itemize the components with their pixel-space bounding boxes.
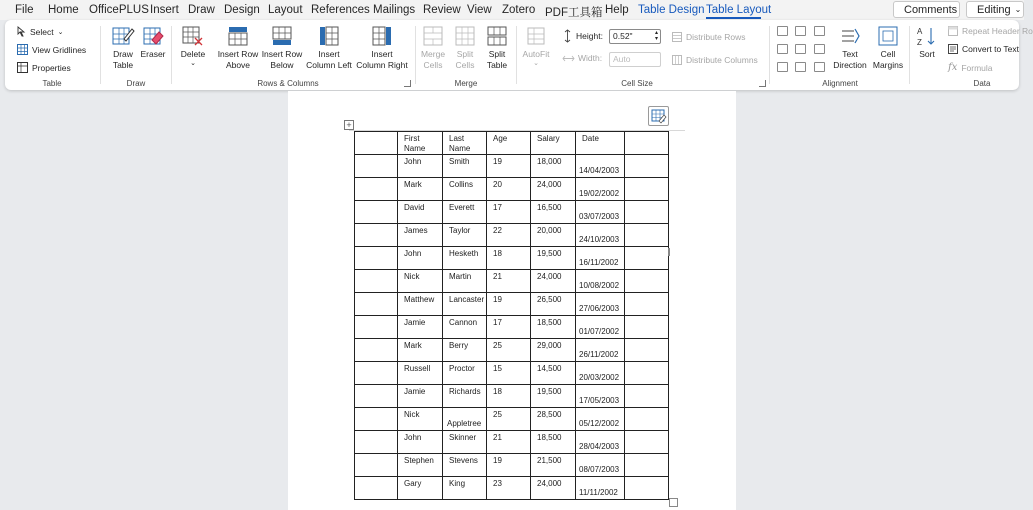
- date-value: 26/11/2002: [579, 350, 619, 359]
- chevron-down-icon: ⌄: [190, 60, 196, 67]
- salary-cell[interactable]: 24,000: [531, 477, 576, 500]
- first-name-cell[interactable]: Jamie: [398, 316, 443, 339]
- date-cell[interactable]: [576, 224, 625, 247]
- insert-row-below-icon: [271, 25, 293, 47]
- last-name-cell[interactable]: Everett: [443, 201, 487, 224]
- formula-icon: fx: [948, 62, 958, 73]
- data-group: [910, 20, 1033, 90]
- date-cell[interactable]: [576, 477, 625, 500]
- svg-text:Z: Z: [917, 38, 922, 47]
- insert-column-right-label-1: Insert: [371, 49, 393, 59]
- table-cell[interactable]: [625, 155, 669, 178]
- date-value: 11/11/2002: [579, 488, 618, 497]
- header-age[interactable]: Age: [487, 132, 531, 155]
- distribute-rows-button[interactable]: [672, 32, 746, 42]
- first-name-cell[interactable]: Russell: [398, 362, 443, 385]
- salary-cell[interactable]: 26,500: [531, 293, 576, 316]
- table-layout-options-button[interactable]: [648, 106, 669, 126]
- date-cell[interactable]: [576, 385, 625, 408]
- table-row: [355, 339, 669, 362]
- salary-cell[interactable]: 24,000: [531, 178, 576, 201]
- last-name-cell[interactable]: Berry: [443, 339, 487, 362]
- view-gridlines-button[interactable]: [17, 44, 86, 55]
- table-cell[interactable]: [355, 132, 398, 155]
- draw-group: [101, 20, 171, 90]
- table-row: [355, 477, 669, 500]
- salary-cell[interactable]: 19,500: [531, 247, 576, 270]
- draw-table-button[interactable]: [107, 25, 139, 71]
- insert-column-left-button[interactable]: [304, 25, 354, 71]
- first-name-cell[interactable]: Nick: [398, 270, 443, 293]
- last-name-cell[interactable]: Lancaster: [443, 293, 487, 316]
- menu-insert[interactable]: Insert: [150, 4, 179, 16]
- split-table-label-2: Table: [486, 60, 508, 70]
- first-name-cell[interactable]: John: [398, 155, 443, 178]
- menu-references[interactable]: References: [311, 4, 370, 16]
- rows-columns-launcher-icon[interactable]: [404, 80, 411, 87]
- insert-row-below-button[interactable]: [260, 25, 304, 71]
- rows-columns-group: [172, 20, 415, 90]
- select-label: Select: [30, 26, 54, 37]
- menu-layout[interactable]: Layout: [268, 4, 303, 16]
- table-cell[interactable]: [355, 247, 398, 270]
- cell-size-group-label: Cell Size: [621, 79, 653, 88]
- table-cell[interactable]: [355, 201, 398, 224]
- first-name-cell[interactable]: Mark: [398, 178, 443, 201]
- first-name-cell[interactable]: Gary: [398, 477, 443, 500]
- align-top-center-button[interactable]: [795, 26, 806, 36]
- date-value: 16/11/2002: [579, 258, 619, 267]
- cell-size-launcher-icon[interactable]: [759, 80, 766, 87]
- date-value: 05/12/2002: [579, 419, 620, 428]
- age-cell[interactable]: 21: [487, 270, 531, 293]
- table-row: [355, 431, 669, 454]
- first-name-cell[interactable]: Nick: [398, 408, 443, 431]
- date-cell[interactable]: [576, 408, 625, 431]
- table-cell[interactable]: [355, 293, 398, 316]
- table-cell[interactable]: [355, 362, 398, 385]
- autofit-button[interactable]: [519, 25, 553, 67]
- first-name-cell[interactable]: Stephen: [398, 454, 443, 477]
- merge-cells-label-2: Cells: [423, 60, 443, 70]
- table-resize-handle-icon[interactable]: [669, 498, 678, 507]
- cell-margins-label-2: Margins: [872, 60, 904, 70]
- align-center-left-button[interactable]: [777, 44, 788, 54]
- table-row: [355, 316, 669, 339]
- sort-button[interactable]: [914, 25, 940, 60]
- cell-margins-button[interactable]: [870, 25, 906, 71]
- table-cell[interactable]: [625, 408, 669, 431]
- date-cell[interactable]: [576, 178, 625, 201]
- insert-column-left-label-1: Insert: [318, 49, 340, 59]
- eraser-button[interactable]: [139, 25, 167, 60]
- table-cell[interactable]: [625, 316, 669, 339]
- age-cell[interactable]: 20: [487, 178, 531, 201]
- table-row: [355, 201, 669, 224]
- menu-table-layout[interactable]: Table Layout: [706, 4, 772, 16]
- sort-icon: [916, 25, 938, 47]
- last-name-cell[interactable]: Hesketh: [443, 247, 487, 270]
- date-cell[interactable]: [576, 454, 625, 477]
- salary-cell[interactable]: 14,500: [531, 362, 576, 385]
- salary-cell[interactable]: 24,000: [531, 270, 576, 293]
- text-direction-icon: [839, 25, 861, 47]
- width-label: Width:: [578, 53, 603, 63]
- width-value: Auto: [613, 54, 631, 64]
- table-row: [355, 293, 669, 316]
- properties-button[interactable]: [17, 62, 71, 73]
- salary-cell[interactable]: 20,000: [531, 224, 576, 247]
- age-cell[interactable]: 15: [487, 362, 531, 385]
- editing-button[interactable]: [966, 1, 1024, 18]
- alignment-group: [770, 20, 909, 90]
- menu-table-design[interactable]: Table Design: [638, 4, 705, 16]
- align-top-right-button[interactable]: [814, 26, 825, 36]
- width-control: [563, 53, 602, 63]
- merge-cells-label-1: Merge: [420, 49, 446, 59]
- table-cell[interactable]: [355, 224, 398, 247]
- table-cell[interactable]: [355, 477, 398, 500]
- table-cell[interactable]: [625, 362, 669, 385]
- repeat-header-label: Repeat Header Ro: [962, 26, 1033, 36]
- document-table[interactable]: [354, 131, 669, 500]
- insert-column-right-icon: [371, 25, 393, 47]
- date-value: 14/04/2003: [579, 166, 620, 175]
- date-value: 28/04/2003: [579, 442, 620, 451]
- distribute-columns-button[interactable]: [672, 55, 758, 65]
- date-value: 10/08/2002: [579, 281, 620, 290]
- age-cell[interactable]: 17: [487, 316, 531, 339]
- first-name-cell[interactable]: Matthew: [398, 293, 443, 316]
- select-button[interactable]: [17, 26, 64, 37]
- merge-cells-button[interactable]: [418, 25, 448, 71]
- insert-row-above-label-1: Insert Row: [217, 49, 259, 59]
- table-cell[interactable]: [625, 201, 669, 224]
- rows-columns-group-label: Rows & Columns: [257, 79, 319, 88]
- table-cell[interactable]: [625, 293, 669, 316]
- menu-view[interactable]: View: [467, 4, 492, 16]
- alignment-group-label: Alignment: [822, 79, 858, 88]
- age-cell[interactable]: 19: [487, 155, 531, 178]
- date-value: 27/06/2003: [579, 304, 620, 313]
- insert-row-below-label-2: Below: [270, 60, 294, 70]
- table-cell[interactable]: [625, 454, 669, 477]
- split-cells-label-1: Split: [456, 49, 474, 59]
- first-name-cell[interactable]: James: [398, 224, 443, 247]
- date-value: 17/05/2003: [579, 396, 620, 405]
- eraser-icon: [142, 25, 164, 47]
- last-name-cell[interactable]: Cannon: [443, 316, 487, 339]
- age-cell[interactable]: 19: [487, 293, 531, 316]
- date-value: 01/07/2002: [579, 327, 620, 336]
- table-cell[interactable]: [625, 178, 669, 201]
- menu-zotero[interactable]: Zotero: [502, 4, 536, 16]
- first-name-cell[interactable]: David: [398, 201, 443, 224]
- split-cells-icon: [454, 25, 476, 47]
- salary-cell[interactable]: 16,500: [531, 201, 576, 224]
- table-cell[interactable]: [625, 132, 669, 155]
- svg-text:A: A: [917, 27, 923, 36]
- date-cell[interactable]: [576, 201, 625, 224]
- salary-cell[interactable]: 19,500: [531, 385, 576, 408]
- date-value: 20/03/2002: [579, 373, 620, 382]
- chevron-down-icon: ⌄: [1014, 5, 1022, 14]
- width-input[interactable]: [609, 52, 661, 67]
- first-name-cell[interactable]: John: [398, 247, 443, 270]
- last-name-cell[interactable]: Stevens: [443, 454, 487, 477]
- distribute-columns-icon: [672, 55, 682, 65]
- delete-button[interactable]: [176, 25, 210, 67]
- cursor-icon: [17, 26, 26, 37]
- autofit-icon: [525, 25, 547, 47]
- chevron-down-icon: ⌄: [57, 28, 64, 36]
- cell-size-group: [517, 20, 769, 90]
- age-cell[interactable]: 23: [487, 477, 531, 500]
- editing-label: Editing: [977, 3, 1011, 16]
- insert-row-below-label-1: Insert Row: [261, 49, 303, 59]
- salary-cell[interactable]: 29,000: [531, 339, 576, 362]
- date-cell[interactable]: [576, 316, 625, 339]
- row-height-icon: [563, 30, 572, 42]
- draw-table-icon: [112, 25, 134, 47]
- menu-bar: [0, 0, 1024, 20]
- last-name-cell[interactable]: Skinner: [443, 431, 487, 454]
- draw-table-label-2: Table: [112, 60, 134, 70]
- align-center-button[interactable]: [795, 44, 806, 54]
- table-cell[interactable]: [355, 431, 398, 454]
- table-group: [5, 20, 100, 90]
- date-value: 24/10/2003: [579, 235, 620, 244]
- menu-review[interactable]: Review: [423, 4, 461, 16]
- row-end-marker: [668, 248, 670, 256]
- first-name-cell[interactable]: Mark: [398, 339, 443, 362]
- age-cell[interactable]: 19: [487, 454, 531, 477]
- date-cell[interactable]: [576, 155, 625, 178]
- eraser-label: Eraser: [140, 49, 166, 59]
- table-move-handle-icon[interactable]: +: [344, 120, 354, 130]
- menu-help[interactable]: Help: [605, 4, 629, 16]
- date-cell[interactable]: [576, 270, 625, 293]
- table-cell[interactable]: [355, 454, 398, 477]
- chevron-down-icon: ⌄: [533, 60, 539, 67]
- delete-label: Delete: [180, 49, 206, 59]
- date-cell[interactable]: [576, 339, 625, 362]
- salary-cell[interactable]: 28,500: [531, 408, 576, 431]
- table-cell[interactable]: [625, 477, 669, 500]
- table-cell[interactable]: [355, 339, 398, 362]
- table-row: [355, 155, 669, 178]
- table-row: [355, 408, 669, 431]
- table-cell[interactable]: [355, 385, 398, 408]
- age-cell[interactable]: 25: [487, 408, 531, 431]
- height-value: 0.52": [613, 31, 633, 41]
- table-row: [355, 270, 669, 293]
- table-row: [355, 247, 669, 270]
- table-cell[interactable]: [355, 178, 398, 201]
- age-cell[interactable]: 22: [487, 224, 531, 247]
- autofit-label: AutoFit: [522, 49, 550, 59]
- age-cell[interactable]: 18: [487, 247, 531, 270]
- last-name-cell[interactable]: King: [443, 477, 487, 500]
- view-gridlines-label: View Gridlines: [32, 44, 87, 55]
- height-control: [563, 30, 603, 42]
- text-direction-button[interactable]: [832, 25, 868, 71]
- formula-label: Formula: [961, 62, 993, 73]
- text-direction-label-2: Direction: [833, 60, 867, 70]
- convert-to-text-icon: [948, 44, 958, 54]
- align-bottom-left-button[interactable]: [777, 62, 788, 72]
- distribute-rows-label: Distribute Rows: [686, 32, 746, 42]
- align-bottom-center-button[interactable]: [795, 62, 806, 72]
- table-row: [355, 454, 669, 477]
- salary-cell[interactable]: 18,500: [531, 316, 576, 339]
- table-cell[interactable]: [355, 408, 398, 431]
- align-center-right-button[interactable]: [814, 44, 825, 54]
- last-name-cell[interactable]: Taylor: [443, 224, 487, 247]
- table-cell[interactable]: [355, 316, 398, 339]
- table-cell[interactable]: [355, 155, 398, 178]
- height-input[interactable]: [609, 29, 661, 44]
- align-bottom-right-button[interactable]: [814, 62, 825, 72]
- table-cell[interactable]: [355, 270, 398, 293]
- active-tab-indicator: [706, 17, 761, 19]
- align-top-left-button[interactable]: [777, 26, 788, 36]
- last-name-cell[interactable]: Collins: [443, 178, 487, 201]
- split-cells-button[interactable]: [450, 25, 480, 71]
- table-cell[interactable]: [625, 339, 669, 362]
- cell-margins-icon: [877, 25, 899, 47]
- age-cell[interactable]: 17: [487, 201, 531, 224]
- table-row: [355, 362, 669, 385]
- date-value: 03/07/2003: [579, 212, 620, 221]
- draw-group-label: Draw: [126, 79, 146, 88]
- table-options-icon: [649, 107, 668, 125]
- last-name-cell[interactable]: Smith: [443, 155, 487, 178]
- date-cell[interactable]: [576, 431, 625, 454]
- header-last-name[interactable]: Last Name: [443, 132, 487, 155]
- ribbon: [5, 20, 1033, 90]
- table-cell[interactable]: [625, 224, 669, 247]
- table-properties-icon: [17, 62, 28, 73]
- insert-column-left-label-2: Column Left: [306, 60, 352, 70]
- menu-design[interactable]: Design: [224, 4, 260, 16]
- date-value: 19/02/2002: [579, 189, 620, 198]
- data-group-label: Data: [973, 79, 991, 88]
- last-name-cell[interactable]: [443, 408, 487, 431]
- table-row: [355, 385, 669, 408]
- salary-cell[interactable]: 21,500: [531, 454, 576, 477]
- convert-to-text-button[interactable]: [948, 44, 1019, 54]
- salary-cell[interactable]: 18,000: [531, 155, 576, 178]
- distribute-rows-icon: [672, 32, 682, 42]
- first-name-cell[interactable]: John: [398, 431, 443, 454]
- menu-file[interactable]: File: [15, 4, 34, 16]
- insert-row-above-label-2: Above: [225, 60, 251, 70]
- insert-column-right-label-2: Column Right: [356, 60, 408, 70]
- header-first-name[interactable]: First Name: [398, 132, 443, 155]
- merge-group: [416, 20, 516, 90]
- repeat-header-rows-button[interactable]: [948, 26, 1033, 36]
- date-cell[interactable]: [576, 247, 625, 270]
- date-cell[interactable]: [576, 362, 625, 385]
- distribute-columns-label: Distribute Columns: [686, 55, 758, 65]
- sort-label: Sort: [919, 49, 935, 59]
- table-cell[interactable]: [625, 385, 669, 408]
- cell-margins-label-1: Cell: [880, 49, 896, 59]
- repeat-header-icon: [948, 26, 958, 36]
- menu-home[interactable]: Home: [48, 4, 79, 16]
- age-cell[interactable]: 25: [487, 339, 531, 362]
- last-name-value: Appletree: [447, 419, 482, 428]
- menu-pdf-tools[interactable]: PDF工具箱: [545, 7, 603, 19]
- salary-cell[interactable]: 18,500: [531, 431, 576, 454]
- gridlines-icon: [17, 44, 28, 55]
- comments-label: Comments: [904, 3, 958, 16]
- table-cell[interactable]: [625, 431, 669, 454]
- insert-column-left-icon: [318, 25, 340, 47]
- formula-button[interactable]: [948, 62, 993, 73]
- header-date[interactable]: Date: [576, 132, 625, 155]
- header-salary[interactable]: Salary: [531, 132, 576, 155]
- split-table-button[interactable]: [482, 25, 512, 71]
- insert-row-above-icon: [227, 25, 249, 47]
- menu-officeplus[interactable]: OfficePLUS: [89, 4, 149, 16]
- convert-to-text-label: Convert to Text: [962, 44, 1020, 54]
- delete-table-icon: [182, 25, 204, 47]
- last-name-cell[interactable]: Proctor: [443, 362, 487, 385]
- date-cell[interactable]: [576, 293, 625, 316]
- age-cell[interactable]: 21: [487, 431, 531, 454]
- age-cell[interactable]: 18: [487, 385, 531, 408]
- height-label: Height:: [576, 31, 603, 41]
- draw-table-label-1: Draw: [113, 49, 133, 59]
- split-cells-label-2: Cells: [455, 60, 475, 70]
- table-group-label: Table: [42, 79, 62, 88]
- properties-label: Properties: [32, 62, 71, 73]
- spinner-icon[interactable]: ▴ ▾: [654, 30, 658, 42]
- first-name-cell[interactable]: Jamie: [398, 385, 443, 408]
- menu-mailings[interactable]: Mailings: [373, 4, 416, 16]
- merge-group-label: Merge: [454, 79, 478, 88]
- date-value: 08/07/2003: [579, 465, 620, 474]
- table-row: [355, 178, 669, 201]
- comments-button[interactable]: [893, 1, 960, 18]
- table-header-row: [355, 132, 669, 155]
- split-table-icon: [486, 25, 508, 47]
- column-width-icon: [563, 54, 574, 63]
- insert-row-above-button[interactable]: [216, 25, 260, 71]
- last-name-cell[interactable]: Richards: [443, 385, 487, 408]
- last-name-cell[interactable]: Martin: [443, 270, 487, 293]
- menu-draw[interactable]: Draw: [188, 4, 215, 16]
- merge-cells-icon: [422, 25, 444, 47]
- text-direction-label-1: Text: [842, 49, 858, 59]
- insert-column-right-button[interactable]: [354, 25, 410, 71]
- table-cell[interactable]: [625, 247, 669, 270]
- table-cell[interactable]: [625, 270, 669, 293]
- split-table-label-1: Split: [488, 49, 506, 59]
- table-row: [355, 224, 669, 247]
